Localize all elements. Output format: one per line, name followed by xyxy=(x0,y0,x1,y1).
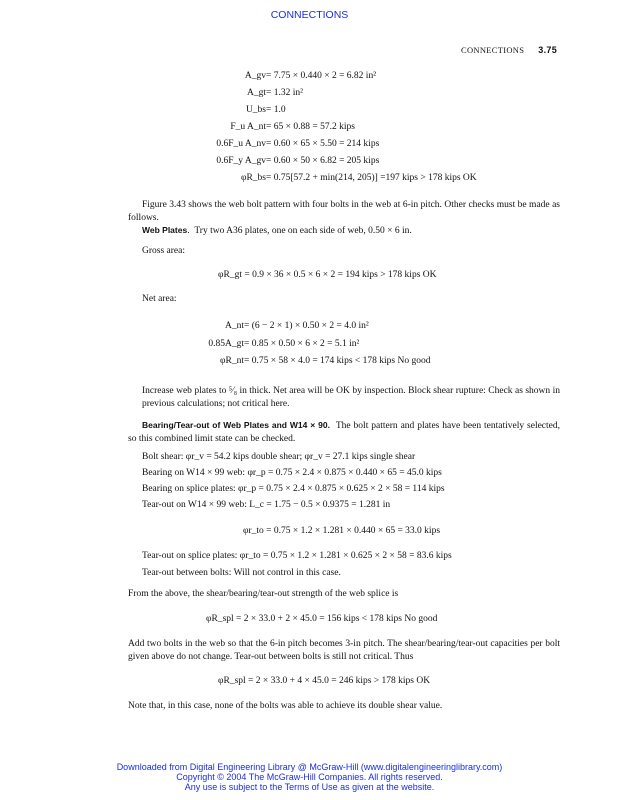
footer-terms-link[interactable]: Any use is subject to the Terms of Use as given at the website. xyxy=(184,782,435,792)
running-head xyxy=(461,45,557,55)
footer-download-link[interactable]: Downloaded from Digital Engineering Library @ McGraw-Hill (www.digitalengineeringlibrary.com) xyxy=(116,762,503,772)
gross-area-label: Gross area: xyxy=(142,246,185,256)
spl-equation-2: φR_spl = 2 × 33.0 + 4 × 45.0 = 246 kips > 178 kips OK xyxy=(218,676,431,686)
paragraph-increase-plates: Increase web plates to ⁵⁄₈ in thick. Net area will be OK by inspection. Block shear rupture: Check as shown in previous calculations; not critical here. xyxy=(142,386,560,409)
paragraph-add-bolts: Add two bolts in the web so that the 6-in pitch becomes 3-in pitch. The shear/bearing/tear-out capacities per bolt given above do not change. Tear-out between bolts is still not critical. Thus xyxy=(128,639,560,662)
net-area-label: Net area: xyxy=(142,294,177,304)
equation-rhs: = 65 × 0.88 = 57.2 kips xyxy=(266,122,355,132)
paragraph-figure-3-43: Figure 3.43 shows the web bolt pattern with four bolts in the web at 6-in pitch. Other checks must be made as follows. xyxy=(128,200,560,223)
equation-rhs: = 1.0 xyxy=(266,105,286,115)
tearout-equation: φr_to = 0.75 × 1.2 × 1.281 × 0.440 × 65 = 33.0 kips xyxy=(243,526,441,536)
equation-lhs: φR_bs xyxy=(240,173,266,183)
web-plates-heading: Web Plates xyxy=(142,225,188,235)
equation-rhs: = 7.75 × 0.440 × 2 = 6.82 in² xyxy=(266,71,377,81)
equation-lhs: 0.6F_u A_nv xyxy=(216,139,266,149)
web-plates-paragraph: Web Plates. Try two A36 plates, one on each side of web, 0.50 × 6 in. xyxy=(142,225,412,236)
paragraph-note: Note that, in this case, none of the bolts was able to achieve its double shear value. xyxy=(128,701,443,711)
bearing-section-paragraph xyxy=(128,419,560,445)
running-head-section: CONNECTIONS xyxy=(461,45,525,55)
equation-lhs: U_bs xyxy=(245,105,266,115)
bolt-line: Bolt shear: φr_v = 54.2 kips double shear; φr_v = 27.1 kips single shear xyxy=(142,452,416,462)
equation-lhs: 0.85A_gt xyxy=(208,339,244,349)
page-number: 3.75 xyxy=(538,45,557,55)
equation-rhs: = 0.85 × 0.50 × 6 × 2 = 5.1 in² xyxy=(244,339,360,349)
equation-lhs: φR_nt xyxy=(220,356,244,366)
tearout-line: Tear-out between bolts: Will not control in this case. xyxy=(142,568,341,578)
equation-lhs: A_gv xyxy=(244,71,266,81)
equation-lhs: A_nt xyxy=(225,321,244,331)
equation-lhs: F_u A_nt xyxy=(230,122,266,132)
bolt-line: Bearing on splice plates: φr_p = 0.75 × 2.4 × 0.875 × 0.625 × 2 × 58 = 114 kips xyxy=(142,484,445,494)
equation-lhs: A_gt xyxy=(247,88,266,98)
spl-equation-1: φR_spl = 2 × 33.0 + 2 × 45.0 = 156 kips < 178 kips No good xyxy=(206,614,438,624)
web-plates-text: Try two A36 plates, one on each side of web, 0.50 × 6 in. xyxy=(194,226,412,236)
equation-rhs: = (6 − 2 × 1) × 0.50 × 2 = 4.0 in² xyxy=(244,321,369,331)
footer-copyright: Copyright © 2004 The McGraw-Hill Companies. All rights reserved. xyxy=(176,772,443,782)
gross-area-equation: φR_gt = 0.9 × 36 × 0.5 × 6 × 2 = 194 kips > 178 kips OK xyxy=(218,270,437,280)
bearing-section-heading: Bearing/Tear-out of Web Plates and W14 × 90. xyxy=(142,420,330,430)
equation-rhs: = 1.32 in² xyxy=(266,88,303,98)
equation-lhs: 0.6F_y A_gv xyxy=(216,156,266,166)
bearing-section-text: The bolt pattern and plates have been tentatively selected, so this combined limit state can be checked. xyxy=(128,421,561,444)
equation-rhs: = 0.60 × 50 × 6.82 = 205 kips xyxy=(266,156,380,166)
top-banner-link[interactable]: CONNECTIONS xyxy=(270,9,349,21)
paragraph-from-above: From the above, the shear/bearing/tear-out strength of the web splice is xyxy=(128,589,399,599)
equation-rhs: = 0.60 × 65 × 5.50 = 214 kips xyxy=(266,139,380,149)
equation-rhs: = 0.75[57.2 + min(214, 205)] =197 kips > 178 kips OK xyxy=(266,173,477,183)
tearout-line: Tear-out on splice plates: φr_to = 0.75 × 1.2 × 1.281 × 0.625 × 2 × 58 = 83.6 kips xyxy=(142,551,452,561)
equation-rhs: = 0.75 × 58 × 4.0 = 174 kips < 178 kips No good xyxy=(244,356,431,366)
bolt-line: Bearing on W14 × 99 web: φr_p = 0.75 × 2.4 × 0.875 × 0.440 × 65 = 45.0 kips xyxy=(142,468,442,478)
bolt-line: Tear-out on W14 × 99 web: L_c = 1.75 − 0.5 × 0.9375 = 1.281 in xyxy=(142,500,391,510)
